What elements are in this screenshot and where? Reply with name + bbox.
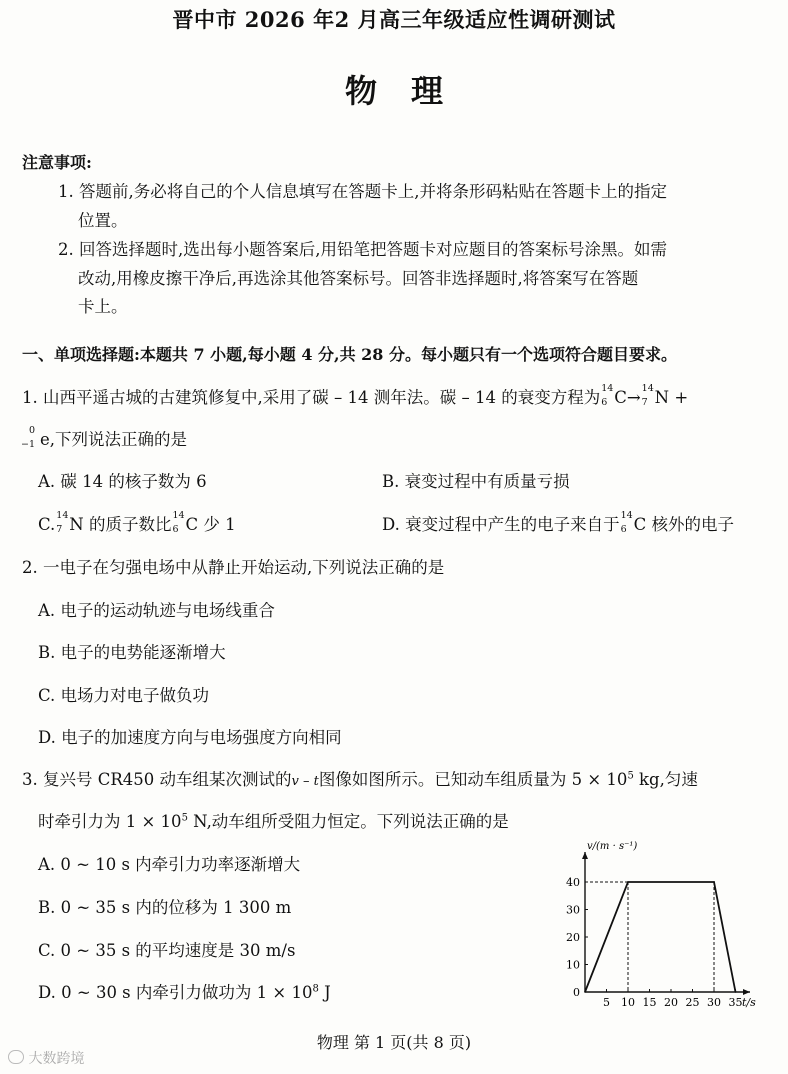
- q1-option-c: C. 14 7 N 的质子数比 14 6 C 少 1: [38, 510, 236, 535]
- watermark: 大数跨境: [8, 1048, 84, 1068]
- q3-stem-line-2: 时牵引力为 $1 \times 10^5$ N,动车组所受阻力恒定。下列说法正确的是: [38, 812, 509, 831]
- q3-option-c: C. 0 ~ 35 s 的平均速度是 30 m/s: [38, 941, 296, 960]
- q3-option-d: D. 0 ~ 30 s 内牵引力做功为 $1 \times 10^8$ J: [38, 983, 331, 1002]
- notice-heading: 注意事项:: [22, 153, 92, 172]
- notice-item-1-line-1: 1. 答题前,务必将自己的个人信息填写在答题卡上,并将条形码粘贴在答题卡上的指定: [58, 182, 667, 201]
- q1-option-b: B. 衰变过程中有质量亏损: [382, 472, 570, 491]
- x-tick-label: 5: [603, 996, 610, 1009]
- q2-option-a: A. 电子的运动轨迹与电场线重合: [38, 601, 275, 620]
- x-axis-arrow-icon: [743, 989, 750, 995]
- vt-chart: [555, 840, 770, 1010]
- notice-item-2-line-3: 卡上。: [78, 297, 128, 316]
- watermark-logo-icon: [8, 1050, 24, 1064]
- y-axis-arrow-icon: [582, 852, 588, 859]
- series-line-0: [585, 882, 736, 992]
- data-point: [584, 991, 586, 993]
- q2-option-c: C. 电场力对电子做负功: [38, 686, 210, 705]
- electron-symbol: 0 −1: [21, 425, 36, 450]
- q2-stem: 2. 一电子在匀强电场中从静止开始运动,下列说法正确的是: [22, 558, 445, 577]
- x-tick-label: 15: [642, 996, 657, 1009]
- subject-title: 物理: [344, 72, 477, 110]
- q1-option-d: D. 衰变过程中产生的电子来自于 14 6 C 核外的电子: [382, 510, 735, 535]
- data-point: [713, 881, 715, 883]
- y-tick-label: 40: [566, 876, 580, 889]
- q3-option-b: B. 0 ~ 35 s 内的位移为 1 300 m: [38, 898, 292, 917]
- notice-item-2-line-1: 2. 回答选择题时,选出每小题答案后,用铅笔把答题卡对应题目的答案标号涂黑。如需: [58, 240, 667, 259]
- x-axis-label: t/s: [742, 996, 756, 1009]
- q2-option-d: D. 电子的加速度方向与电场强度方向相同: [38, 728, 342, 747]
- n14-isotope: 14 7: [641, 383, 654, 408]
- q1-stem-line-2: 0 −1 e,下列说法正确的是: [21, 425, 188, 450]
- x-tick-label: 35: [728, 996, 743, 1009]
- y-tick-label: 30: [566, 903, 580, 917]
- q1-option-a: A. 碳 14 的核子数为 6: [38, 472, 207, 491]
- q3-stem-line-1: 3. 复兴号 CR450 动车组某次测试的v – t图像如图所示。已知动车组质量为 $5 \times 10^5$ kg,匀速: [22, 770, 698, 789]
- x-tick-label: 30: [707, 996, 721, 1009]
- section-1-heading: 一、单项选择题:本题共 7 小题,每小题 4 分,共 28 分。每小题只有一个选项符合题目要求。: [22, 345, 678, 364]
- x-tick-label: 25: [685, 996, 700, 1009]
- q3-option-a: A. 0 ~ 10 s 内牵引力功率逐渐增大: [38, 855, 301, 874]
- y-tick-label: 0: [573, 986, 580, 999]
- data-point: [627, 881, 629, 883]
- page-footer: 物理 第 1 页(共 8 页): [316, 1033, 472, 1052]
- notice-item-1-line-2: 位置。: [78, 211, 128, 230]
- y-tick-label: 20: [566, 931, 580, 944]
- q1-stem-line-1: 1. 山西平遥古城的古建筑修复中,采用了碳 – 14 测年法。碳 – 14 的衰变方程为 14 6 C→ 14 7 N +: [22, 383, 689, 408]
- q1-stem-text: 1. 山西平遥古城的古建筑修复中,采用了碳 – 14 测年法。碳 – 14 的衰变方程为: [22, 388, 601, 407]
- y-tick-label: 10: [566, 958, 580, 972]
- y-axis-label: v/(m · s⁻¹): [587, 841, 638, 852]
- notice-item-2-line-2: 改动,用橡皮擦干净后,再选涂其他答案标号。回答非选择题时,将答案写在答题: [78, 269, 639, 288]
- x-tick-label: 20: [664, 996, 678, 1009]
- c14-isotope: 14 6: [601, 383, 614, 408]
- exam-title: 晋中市 2026 年2 月高三年级适应性调研测试: [172, 7, 616, 32]
- x-tick-label: 10: [621, 996, 635, 1009]
- q2-option-b: B. 电子的电势能逐渐增大: [38, 643, 226, 662]
